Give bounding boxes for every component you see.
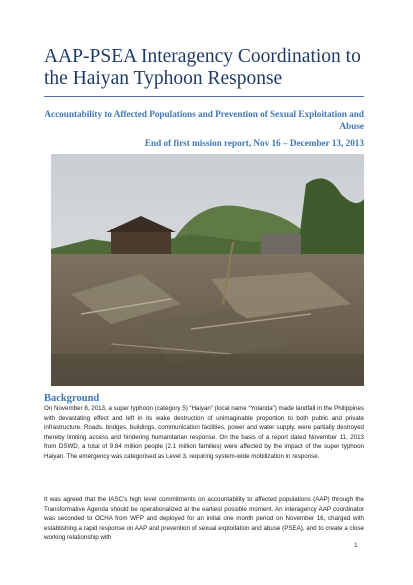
body-paragraph: On November 8, 2013, a super typhoon (category 5) “Haiyan” (local name “Yolanda”) made landfall in the Philippines with devastating effect and left in its wake destruction of unimaginable proportion to both public and private infrastructure. Roads, bridges, buildings, communication facilities, power and water supply, were partially destroyed thereby limiting access and hindering humanitarian response. On the basis of a report dated November 11, 2013 from DSWD, a total of 9.84 million people (2.1 million families) were affected by the impact of the super typhoon Haiyan. The emergency was categorised as Level 3, requiring system-wide mobilization in response. xyxy=(44,405,364,460)
title-divider xyxy=(44,96,364,97)
typhoon-damage-photo xyxy=(51,154,364,386)
document-title: AAP-PSEA Interagency Coordination to the Haiyan Typhoon Response xyxy=(44,46,361,89)
report-dates: End of first mission report, Nov 16 – December 13, 2013 xyxy=(144,138,364,148)
section-heading: Background xyxy=(44,393,100,404)
page-number: 1 xyxy=(354,542,358,549)
document-subtitle: Accountability to Affected Populations and Prevention of Sexual Exploitation and Abuse xyxy=(44,109,364,131)
body-paragraph: It was agreed that the IASC’s high level commitments on accountability to affected populations (AAP) through the Transformative Agenda should be operationalized at the earliest possible moment. An interagency AAP coordinator was seconded to OCHA from WFP and deployed for an initial one month period on November 16, charged with establishing a rapid response on AAP and prevention of sexual exploitation and abuse (PSEA), and to create a close working relationship with xyxy=(44,496,364,541)
